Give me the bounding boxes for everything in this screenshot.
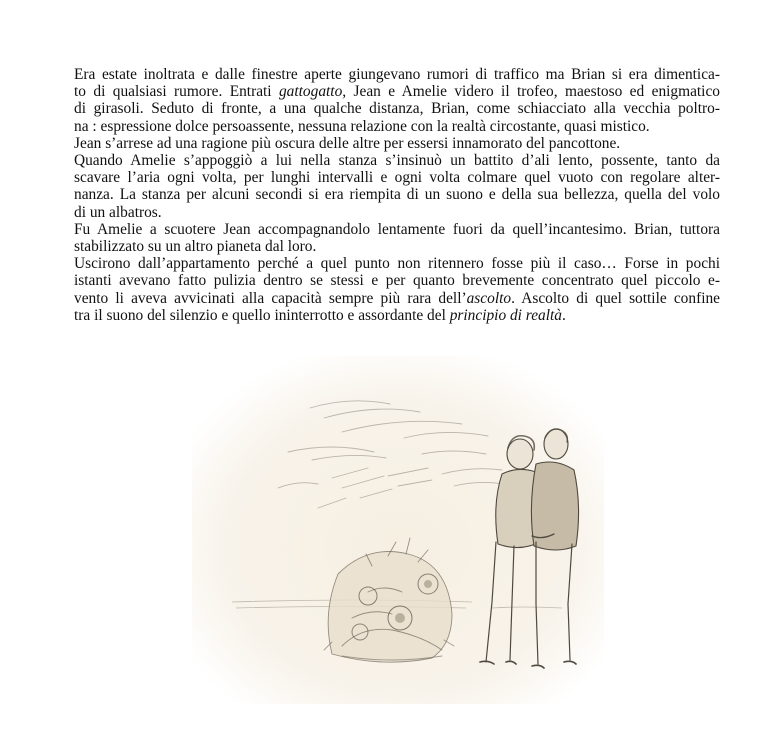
text-line: stabilizzato su un altro pianeta dal loro. (74, 238, 317, 256)
italic-title-gattogatto: gattogatto, (278, 83, 347, 101)
text-line: Quando Amelie s’appoggiò a lui nella stanza s’insinuò un battito d’ali lento, possente, tanto da (74, 152, 720, 170)
text-line: di girasoli. Seduto di fronte, a una qualche distanza, Brian, come schiacciato alla vecchia poltro- (74, 100, 720, 118)
paragraph-1 (74, 66, 720, 135)
text-line (74, 307, 720, 324)
man-torso (531, 462, 578, 550)
text-run: to di qualsiasi rumore. Entrati (74, 83, 279, 101)
pencil-sketch-illustration (192, 356, 604, 704)
text-line: nanza. La stanza per alcuni secondi si era riempita di un suono e della sua bellezza, quella del volo (74, 186, 720, 204)
text-line: istanti avevano fatto pulizia dentro se stessi e per quanto brevemente concentrato quel piccolo e- (74, 272, 720, 290)
italic-phrase-principio: principio di realtà (449, 306, 562, 324)
paragraph-2 (74, 135, 720, 152)
text-run: . (562, 306, 566, 324)
text-line: di un albatros. (74, 203, 162, 221)
text-line (74, 290, 720, 307)
text-line: scavare l’aria ogni volta, per lunghi intervalli e ogni volta colmare quel vuoto con regolare alter- (74, 169, 720, 187)
text-run: tra il suono del silenzio e quello ininterrotto e assordante del (74, 306, 450, 324)
paragraph-4 (74, 221, 720, 255)
text-line: Jean s’arrese ad una ragione più oscura delle altre per essersi innamorato del pancottone. (74, 134, 621, 152)
woman-head (507, 439, 533, 469)
text-run: vento li aveva avvicinati alla capacità sempre più rara dell’ (74, 289, 467, 307)
text-line: Fu Amelie a scuotere Jean accompagnandolo lentamente fuori da quell’incantesimo. Brian, tuttora (74, 220, 720, 238)
text-line: Era estate inoltrata e dalle finestre aperte giungevano rumori di traffico ma Brian si era dimentica- (74, 66, 720, 83)
text-line (74, 83, 720, 100)
story-text (74, 66, 720, 324)
italic-word-ascolto: ascolto (466, 289, 512, 307)
text-line: Uscirono dall’appartamento perché a quel punto non ritennero fosse più il caso… Forse in pochi (74, 255, 720, 273)
paragraph-5 (74, 255, 720, 324)
paragraph-3 (74, 152, 720, 221)
text-line: na : espressione dolce persoassente, nessuna relazione con la realtà circostante, quasi mistico. (74, 117, 650, 135)
text-run: Jean e Amelie videro il trofeo, maestoso ed enigmatico (346, 83, 720, 101)
text-run: . Ascolto di quel sottile confine (511, 289, 720, 307)
